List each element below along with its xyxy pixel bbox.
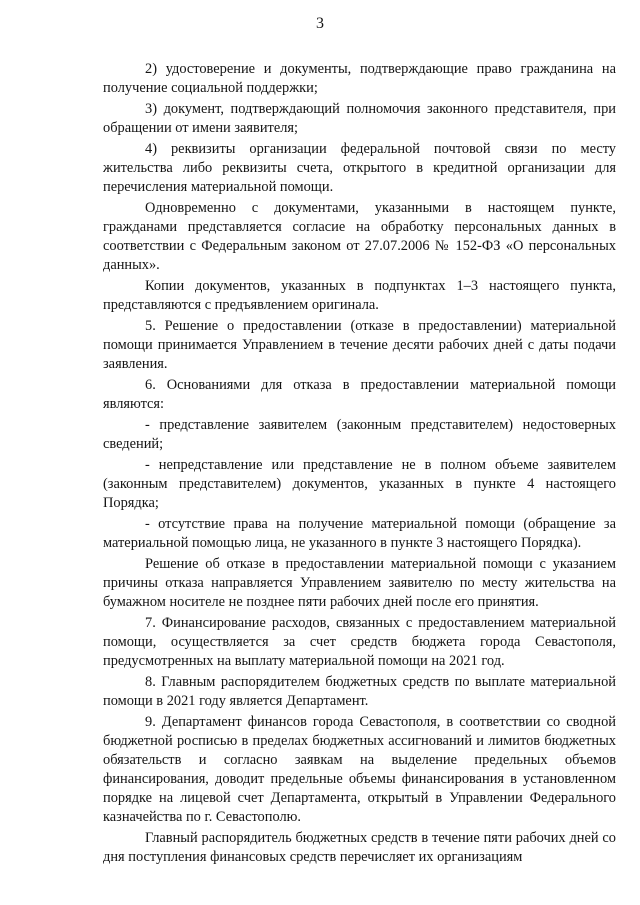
paragraph-main-manager-transfer: Главный распорядитель бюджетных средств в течение пяти рабочих дней со дня поступления финансовых средств перечисляет их организациям — [103, 830, 616, 865]
paragraph-item-2-certificate: 2) удостоверение и документы, подтверждающие право гражданина на получение социальной поддержки; — [103, 61, 616, 96]
paragraph-point-6-refusal-grounds: 6. Основаниями для отказа в предоставлении материальной помощи являются: — [103, 377, 616, 412]
page-number: 3 — [316, 15, 324, 32]
paragraph-point-9-finance-department: 9. Департамент финансов города Севастополя, в соответствии со сводной бюджетной росписью в пределах бюджетных ассигнований и лимитов бюджетных обязательств и согласно заявкам на выделение предельных объемов финансирования, доводит предельные объемы финансирования в установленном порядке на лицевой счет Департамента, открытый в Управлении Федерального казначейства по г. Севастополю. — [103, 714, 616, 825]
paragraph-point-5-decision: 5. Решение о предоставлении (отказе в предоставлении) материальной помощи принимается Управлением в течение десяти рабочих дней с даты подачи заявления. — [103, 318, 616, 372]
paragraph-refusal-no-right: - отсутствие права на получение материальной помощи (обращение за материальной помощью лица, не указанного в пункте 3 настоящего Порядка). — [103, 516, 616, 551]
paragraph-refusal-missing-docs: - непредставление или представление не в полном объеме заявителем (законным представителем) документов, указанных в пункте 4 настоящего Порядка; — [103, 457, 616, 511]
paragraph-item-4-bank-details: 4) реквизиты организации федеральной почтовой связи по месту жительства либо реквизиты счета, открытого в кредитной организации для перечисления материальной помощи. — [103, 141, 616, 195]
paragraph-point-8-main-manager: 8. Главным распорядителем бюджетных средств по выплате материальной помощи в 2021 году является Департамент. — [103, 674, 616, 709]
paragraph-refusal-false-info: - представление заявителем (законным представителем) недостоверных сведений; — [103, 417, 616, 452]
document-body — [103, 60, 616, 869]
paragraph-refusal-notice: Решение об отказе в предоставлении материальной помощи с указанием причины отказа направляется Управлением заявителю по месту жительства на бумажном носителе не позднее пяти рабочих дней после его принятия. — [103, 556, 616, 610]
paragraph-point-7-financing: 7. Финансирование расходов, связанных с предоставлением материальной помощи, осуществляется за счет средств бюджета города Севастополя, предусмотренных на выплату материальной помощи на 2021 год. — [103, 615, 616, 669]
paragraph-copies-documents: Копии документов, указанных в подпунктах 1–3 настоящего пункта, представляются с предъявлением оригинала. — [103, 278, 616, 313]
paragraph-item-3-representative: 3) документ, подтверждающий полномочия законного представителя, при обращении от имени заявителя; — [103, 101, 616, 136]
paragraph-consent-personal-data: Одновременно с документами, указанными в настоящем пункте, гражданами представляется согласие на обработку персональных данных в соответствии с Федеральным законом от 27.07.2006 № 152-ФЗ «О персональных данных». — [103, 200, 616, 273]
